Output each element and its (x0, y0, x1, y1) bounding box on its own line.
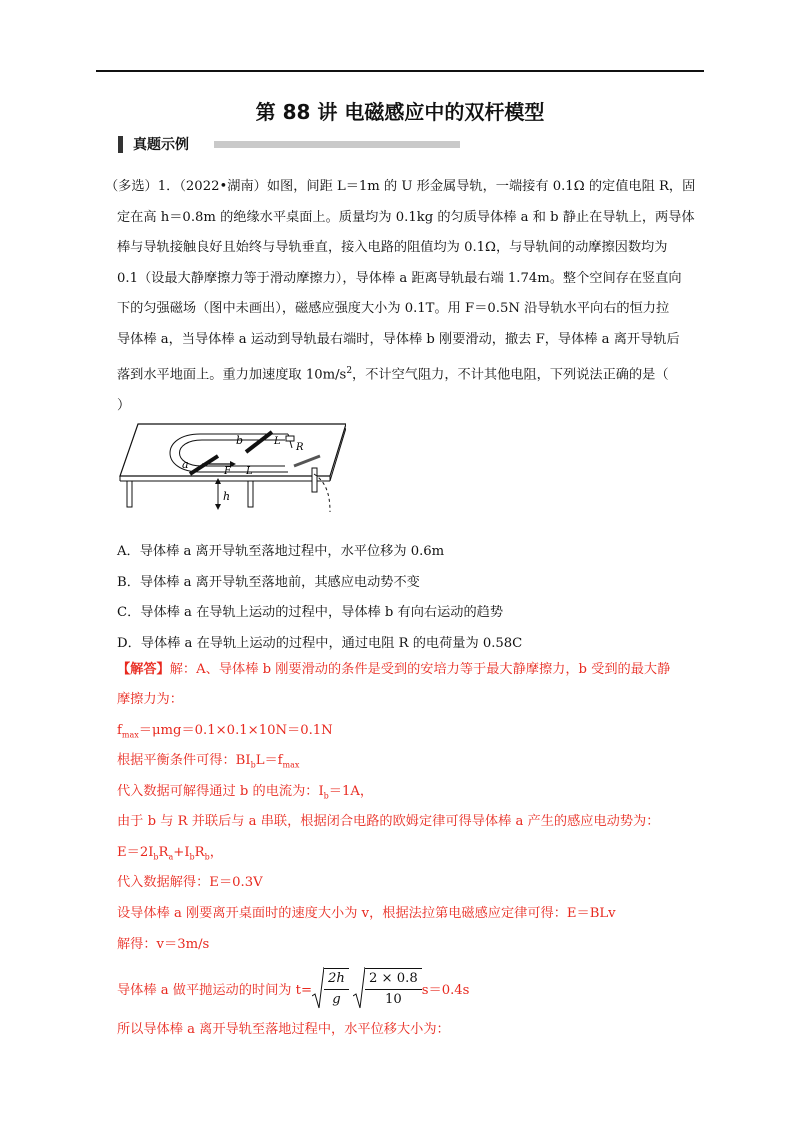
answer-line: 所以导体棒 a 离开导轨至落地过程中，水平位移大小为： (117, 1022, 450, 1037)
figure-label-resistor: R (296, 442, 304, 453)
sqrt-expression-2: $\frac{2 \times 0.8}{10}$ (353, 966, 422, 1010)
question-line: 落到水平地面上。重力加速度取 $10m/s^2$，不计空气阻力，不计其他电阻，下列说法正确的是（ (117, 365, 669, 382)
figure-label-force: F (224, 466, 231, 477)
answer-tag: 【解答】 (117, 662, 170, 677)
question-line: 棒与导轨接触良好且始终与导轨垂直，接入电路的阻值均为 0.1Ω，与导轨间的动摩擦因数均为 (117, 240, 668, 256)
answer-intro: 【解答】解：A、导体棒 b 刚要滑动的条件是受到的安培力等于最大静摩擦力，b 受到的最大静 (117, 662, 671, 677)
question-line: 0.1（设最大静摩擦力等于滑动摩擦力），导体棒 a 距离导轨最右端 1.74m。整个空间存在竖直向 (117, 270, 682, 286)
sqrt-expression-1: $\frac{2h}{g}$ (312, 966, 349, 1010)
section-label: 真题示例 (133, 137, 189, 153)
top-rule (96, 70, 704, 72)
figure-label-a: a (182, 458, 189, 471)
section-marker (118, 136, 123, 153)
question-line: （多选）1．（2022•湖南）如图，间距 L＝1m 的 U 形金属导轨，一端接有 0.1Ω 的定值电阻 R，固 (105, 179, 696, 194)
figure-label-l-upper: L (274, 436, 281, 447)
answer-block (117, 655, 670, 1045)
option-b: B．导体棒 a 离开导轨至落地前，其感应电动势不变 (117, 574, 420, 590)
answer-current: 代入数据可解得通过 b 的电流为：$I_b=1A$， (117, 784, 374, 801)
section-rule (214, 141, 460, 148)
option-c: C．导体棒 a 在导轨上运动的过程中，导体棒 b 有向右运动的趋势 (117, 605, 504, 621)
answer-fmax: $f_{max}=\mu mg=0.1\times 0.1\times 10N=0.1N$ (117, 723, 333, 740)
answer-line: 代入数据解得：E＝0.3V (117, 875, 263, 890)
page-title: 第 88 讲 电磁感应中的双杆模型 (255, 100, 545, 124)
option-a: A．导体棒 a 离开导轨至落地过程中，水平位移为 0.6m (117, 544, 445, 559)
figure-label-height: h (223, 490, 231, 503)
answer-emf-equation: $E=2I_bR_a+I_bR_b$， (117, 845, 223, 862)
question-line: 导体棒 a，当导体棒 a 运动到导轨最右端时，导体棒 b 刚要滑动，撤去 F，导体棒 a 离开导轨后 (117, 331, 680, 347)
figure-label-b: b (236, 434, 244, 447)
question-line: 定在高 h＝0.8m 的绝缘水平桌面上。质量均为 0.1kg 的匀质导体棒 a 和 b 静止在导轨上，两导体 (117, 209, 695, 225)
option-d: D．导体棒 a 在导轨上运动的过程中，通过电阻 R 的电荷量为 0.58C (117, 635, 523, 651)
answer-balance: 根据平衡条件可得：$BI_bL=f_{max}$ (117, 753, 300, 770)
answer-line: 摩擦力为： (117, 692, 183, 707)
question-line: ） (117, 397, 131, 413)
figure-label-l-lower: L (246, 466, 253, 477)
options-list (117, 537, 522, 659)
question-line: 下的匀强磁场（图中未画出），磁感应强度大小为 0.1T。用 F＝0.5N 沿导轨水平向右的恒力拉 (117, 301, 670, 317)
answer-line: 解得：v＝3m/s (117, 937, 210, 952)
section-header (118, 133, 189, 155)
answer-line: 由于 b 与 R 并联后与 a 串联，根据闭合电路的欧姆定律可得导体棒 a 产生的感应电动势为： (117, 814, 660, 829)
question-text (105, 172, 707, 421)
answer-time-equation: 导体棒 a 做平抛运动的时间为 t= $\frac{2h}{g}$ $\frac{2 \times 0.8}{10}$ s＝0.4s (117, 961, 670, 1015)
apparatus-figure (110, 412, 346, 514)
answer-line: 设导体棒 a 刚要离开桌面时的速度大小为 v，根据法拉第电磁感应定律可得：E＝BLv (117, 906, 616, 921)
